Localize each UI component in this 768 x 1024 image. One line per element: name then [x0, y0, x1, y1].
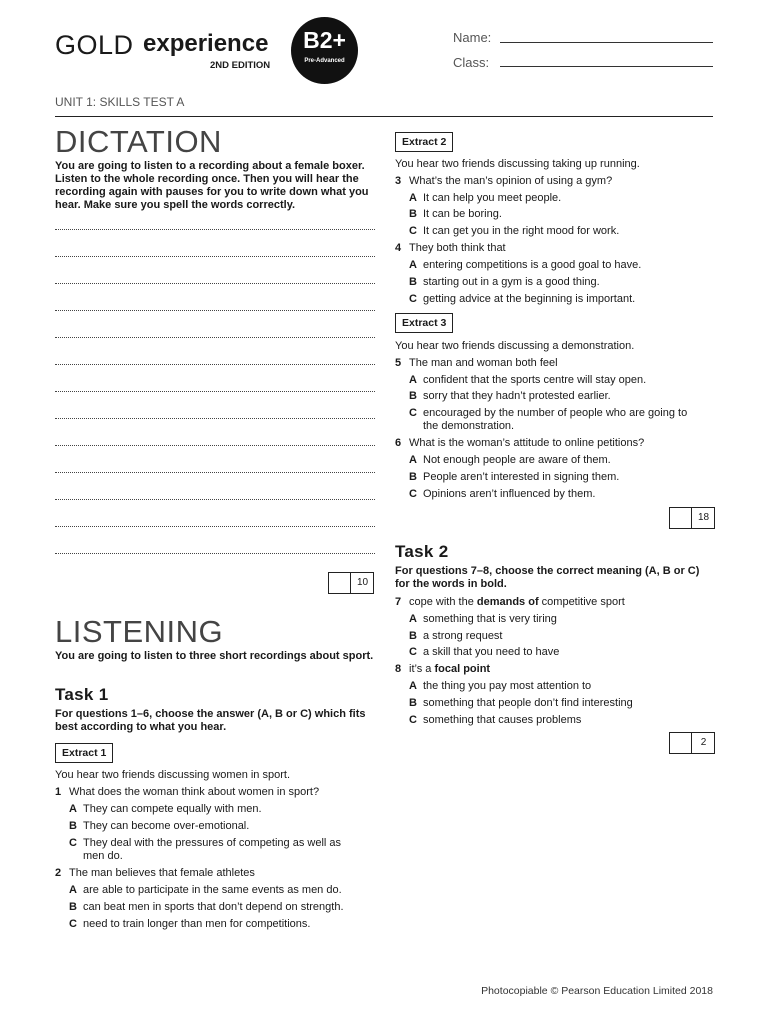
q1-option-c[interactable] [69, 837, 369, 863]
answer-line[interactable] [55, 364, 375, 365]
task1-instructions: For questions 1–6, choose the answer (A, B or C) which fits best according to what you hear. [55, 708, 366, 733]
name-field[interactable] [500, 42, 713, 43]
option-text: a strong request [423, 630, 503, 642]
option-letter: B [409, 208, 417, 220]
option-text-continued: men do. [83, 850, 123, 862]
level-text: B2+ [303, 27, 346, 53]
extract1-label: Extract 1 [55, 743, 113, 763]
question-number: 3 [395, 175, 402, 187]
question-text: The man believes that female athletes [69, 867, 255, 879]
task2-score-box[interactable] [669, 732, 715, 754]
q7-option-c[interactable] [409, 646, 709, 659]
dictation-heading: DICTATION [55, 124, 222, 159]
q3-option-b[interactable] [409, 208, 709, 221]
answer-line[interactable] [55, 553, 375, 554]
listening-heading: LISTENING [55, 614, 224, 649]
option-letter: C [409, 646, 417, 658]
option-text: encouraged by the number of people who are going to [423, 407, 688, 419]
task1-score-box[interactable] [669, 507, 715, 529]
task2-instructions: For questions 7–8, choose the correct meaning (A, B or C) for the words in bold. [395, 565, 700, 590]
option-letter: C [409, 225, 417, 237]
dictation-score-box[interactable] [328, 572, 374, 594]
option-text: They deal with the pressures of competing as well as [83, 837, 342, 849]
answer-line[interactable] [55, 337, 375, 338]
answer-line[interactable] [55, 256, 375, 257]
question-text-pre: cope with the [409, 596, 477, 608]
option-text: are able to participate in the same events as men do. [83, 884, 342, 896]
q2-option-b[interactable] [69, 901, 369, 914]
copyright-footer: Photocopiable © Pearson Education Limited 2018 [481, 985, 713, 997]
option-text: They can compete equally with men. [83, 803, 262, 815]
q7-option-a[interactable] [409, 613, 709, 626]
question-text: What is the woman’s attitude to online petitions? [409, 437, 645, 449]
task1-heading: Task 1 [55, 685, 109, 704]
option-text: It can help you meet people. [423, 192, 562, 204]
extract3-label: Extract 3 [395, 313, 453, 333]
question-bold-phrase: demands of [476, 596, 539, 608]
extract3-context: You hear two friends discussing a demonstration. [395, 340, 635, 352]
q7-option-b[interactable] [409, 630, 709, 643]
question-number: 2 [55, 867, 62, 879]
option-letter: B [409, 276, 417, 288]
option-text: They can become over-emotional. [83, 820, 250, 832]
level-subtitle: Pre-Advanced [304, 58, 345, 64]
q1-option-b[interactable] [69, 820, 369, 833]
option-letter: A [409, 613, 417, 625]
q2-option-a[interactable] [69, 884, 369, 897]
q1-option-a[interactable] [69, 803, 369, 816]
header-divider [55, 116, 713, 117]
option-text: entering competitions is a good goal to have. [423, 259, 642, 271]
question-text: They both think that [409, 242, 506, 254]
option-letter: C [409, 488, 417, 500]
option-letter: B [409, 630, 417, 642]
answer-line[interactable] [55, 229, 375, 230]
question-text [409, 663, 490, 676]
option-text: People aren’t interested in signing them. [423, 471, 620, 483]
dictation-instructions: You are going to listen to a recording about a female boxer. Listen to the whole recording once. Then you will hear the recording again with pauses for you to write down what you hear. Make sure you spell the words correctly. [55, 160, 369, 211]
option-text: Opinions aren’t influenced by them. [423, 488, 596, 500]
q3-option-c[interactable] [409, 225, 709, 238]
answer-line[interactable] [55, 418, 375, 419]
option-letter: B [409, 697, 417, 709]
question-7 [395, 596, 713, 609]
extract2-label: Extract 2 [395, 132, 453, 152]
question-4 [395, 242, 713, 255]
q5-option-c[interactable] [409, 407, 713, 433]
option-text: sorry that they hadn’t protested earlier. [423, 390, 611, 402]
question-text [409, 596, 625, 609]
q2-option-c[interactable] [69, 918, 369, 931]
question-number: 5 [395, 357, 402, 369]
q6-option-b[interactable] [409, 471, 709, 484]
option-text: can beat men in sports that don’t depend on strength. [83, 901, 344, 913]
option-text-continued: the demonstration. [423, 420, 515, 432]
option-text: the thing you pay most attention to [423, 680, 592, 692]
level-badge [291, 17, 358, 84]
option-letter: A [69, 803, 77, 815]
option-letter: C [409, 714, 417, 726]
option-letter: C [69, 837, 77, 849]
option-letter: B [69, 820, 77, 832]
q4-option-a[interactable] [409, 259, 709, 272]
answer-line[interactable] [55, 283, 375, 284]
option-text: need to train longer than men for competitions. [83, 918, 311, 930]
option-letter: A [409, 374, 417, 386]
q5-option-a[interactable] [409, 374, 713, 387]
answer-line[interactable] [55, 472, 375, 473]
answer-line[interactable] [55, 391, 375, 392]
q3-option-a[interactable] [409, 192, 709, 205]
q6-option-a[interactable] [409, 454, 709, 467]
option-text: something that causes problems [423, 714, 582, 726]
option-text: confident that the sports centre will stay open. [423, 374, 647, 386]
task2-score-total: 2 [691, 733, 715, 753]
answer-line[interactable] [55, 445, 375, 446]
dictation-score-total: 10 [350, 573, 374, 593]
class-field[interactable] [500, 66, 713, 67]
logo-gold: GOLD [55, 30, 134, 60]
option-text: starting out in a gym is a good thing. [423, 276, 600, 288]
option-letter: A [409, 192, 417, 204]
q5-option-b[interactable] [409, 390, 713, 403]
unit-title: UNIT 1: SKILLS TEST A [55, 95, 185, 109]
option-letter: B [69, 901, 77, 913]
option-letter: A [409, 454, 417, 466]
option-letter: A [409, 259, 417, 271]
question-number: 1 [55, 786, 62, 798]
answer-line[interactable] [55, 310, 375, 311]
option-letter: C [409, 293, 417, 305]
extract1-context: You hear two friends discussing women in sport. [55, 769, 290, 781]
question-6 [395, 437, 713, 450]
option-text: It can get you in the right mood for work. [423, 225, 620, 237]
question-number: 6 [395, 437, 402, 449]
option-letter: A [409, 680, 417, 692]
question-text: What does the woman think about women in sport? [69, 786, 320, 798]
answer-line[interactable] [55, 526, 375, 527]
extract2-context: You hear two friends discussing taking up running. [395, 158, 640, 170]
question-number: 7 [395, 596, 402, 608]
option-text: a skill that you need to have [423, 646, 560, 658]
task1-score-total: 18 [691, 508, 715, 528]
option-text: It can be boring. [423, 208, 502, 220]
question-3 [395, 175, 713, 188]
option-text: getting advice at the beginning is important. [423, 293, 636, 305]
q4-option-b[interactable] [409, 276, 709, 289]
q6-option-c[interactable] [409, 488, 709, 501]
q4-option-c[interactable] [409, 293, 709, 306]
logo-experience: experience [143, 30, 269, 57]
edition-label: 2ND EDITION [210, 60, 271, 71]
question-bold-phrase: focal point [434, 663, 491, 675]
question-2 [55, 867, 375, 880]
question-5 [395, 357, 713, 370]
option-text: something that is very tiring [423, 613, 557, 625]
option-letter: B [409, 471, 417, 483]
listening-intro: You are going to listen to three short recordings about sport. [55, 650, 374, 662]
option-letter: C [69, 918, 77, 930]
option-letter: B [409, 390, 417, 402]
answer-line[interactable] [55, 499, 375, 500]
q8-option-a[interactable] [409, 680, 709, 693]
class-label: Class: [453, 55, 490, 70]
option-letter: A [69, 884, 77, 896]
question-8 [395, 663, 713, 676]
name-label: Name: [453, 30, 492, 45]
question-text: What’s the man’s opinion of using a gym? [409, 175, 613, 187]
option-text: something that people don’t find interesting [423, 697, 633, 709]
question-1 [55, 786, 375, 799]
question-number: 8 [395, 663, 402, 675]
question-text-post: competitive sport [538, 596, 625, 608]
question-number: 4 [395, 242, 402, 254]
option-text: Not enough people are aware of them. [423, 454, 611, 466]
q8-option-c[interactable] [409, 714, 709, 727]
question-text-pre: it’s a [409, 663, 435, 675]
option-letter: C [409, 407, 417, 419]
q8-option-b[interactable] [409, 697, 709, 710]
task2-heading: Task 2 [395, 542, 449, 561]
question-text: The man and woman both feel [409, 357, 558, 369]
